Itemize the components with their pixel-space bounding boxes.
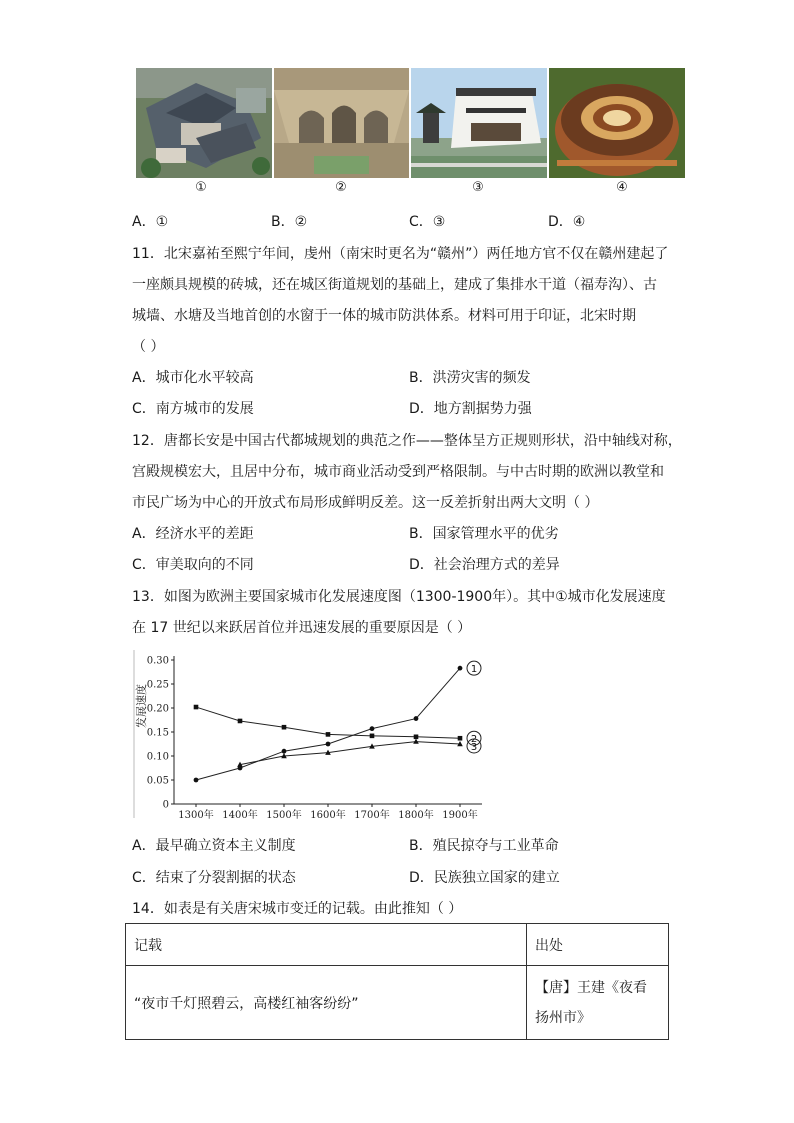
x-tick-label: 1500年 [266, 810, 302, 820]
table-header-cell: 出处 [527, 924, 669, 966]
urbanization-speed-chart [132, 648, 492, 820]
y-tick-label: 0.30 [146, 655, 169, 667]
y-tick-label: 0.20 [146, 703, 169, 715]
data-point [194, 778, 199, 783]
option-c: C．南方城市的发展 [132, 401, 254, 417]
y-axis-label: 发展速度 [135, 684, 148, 728]
x-tick-label: 1300年 [178, 810, 214, 820]
x-tick-label: 1900年 [442, 810, 478, 820]
question-11-line: （ ） [132, 339, 165, 355]
data-point [282, 725, 287, 730]
records-table [125, 923, 669, 1040]
series-label: 2② [470, 734, 478, 746]
option-d: D．民族独立国家的建立 [409, 870, 560, 886]
x-tick-label: 1800年 [398, 810, 434, 820]
x-tick-label: 1700年 [354, 810, 390, 820]
y-tick-label: 0.10 [146, 751, 169, 763]
photo-courtyard-house [136, 68, 272, 178]
image-caption: ③ [472, 180, 484, 195]
table-header-row [126, 924, 669, 966]
photo-cave-dwelling [274, 68, 409, 178]
data-point [414, 716, 419, 721]
data-point [413, 739, 419, 744]
series-line [240, 742, 460, 765]
option-b: B．国家管理水平的优劣 [409, 526, 559, 542]
image-caption: ② [335, 180, 347, 195]
x-tick-label: 1600年 [310, 810, 346, 820]
data-point [238, 719, 243, 724]
data-point [326, 742, 331, 747]
data-point [458, 736, 463, 741]
photo-tulou [549, 68, 685, 178]
option-a: A．城市化水平较高 [132, 370, 254, 386]
option-a: A．① [132, 214, 169, 230]
option-a: A．经济水平的差距 [132, 526, 254, 542]
data-point [458, 666, 463, 671]
question-11-line: 一座颇具规模的砖城，还在城区街道规划的基础上，建成了集排水干道（福寿沟）、古 [132, 277, 657, 293]
data-point [370, 734, 375, 739]
data-point [414, 735, 419, 740]
option-c: C．结束了分裂割据的状态 [132, 870, 296, 886]
table-row [126, 966, 669, 1040]
option-d: D．④ [548, 214, 586, 230]
question-13-line: 在 17 世纪以来跃居首位并迅速发展的重要原因是（ ） [132, 620, 472, 636]
series-line [196, 668, 460, 780]
question-12-line: 宫殿规模宏大，且居中分布，城市商业活动受到严格限制。与中古时期的欧洲以教堂和 [132, 464, 664, 480]
option-b: B．殖民掠夺与工业革命 [409, 838, 559, 854]
x-tick-label: 1400年 [222, 810, 258, 820]
table-cell: 【唐】王建《夜看扬州市》 [527, 966, 669, 1040]
option-c: C．审美取向的不同 [132, 557, 254, 573]
y-tick-label: 0.25 [146, 679, 169, 691]
series-label: 1① [470, 664, 478, 676]
option-d: D．地方割据势力强 [409, 401, 532, 417]
option-d: D．社会治理方式的差异 [409, 557, 560, 573]
table-cell: “夜市千灯照碧云，高楼红袖客纷纷” [126, 966, 527, 1040]
y-tick-label: 0.05 [146, 775, 169, 787]
question-14-line: 14．如表是有关唐宋城市变迁的记载。由此推知（ ） [132, 901, 463, 917]
image-caption: ① [195, 180, 207, 195]
photo-huizhou-building [411, 68, 547, 178]
series-label: 3③ [470, 742, 478, 753]
data-point [370, 726, 375, 731]
table-header-cell: 记载 [126, 924, 527, 966]
question-11-line: 11．北宋嘉祐至熙宁年间，虔州（南宋时更名为“赣州”）两任地方官不仅在赣州建起了 [132, 246, 669, 262]
question-12-line: 市民广场为中心的开放式布局形成鲜明反差。这一反差折射出两大文明（ ） [132, 495, 599, 511]
option-b: B．② [271, 214, 308, 230]
option-c: C．③ [409, 214, 446, 230]
option-a: A．最早确立资本主义制度 [132, 838, 296, 854]
data-point [282, 749, 287, 754]
y-tick-label: 0.15 [146, 727, 169, 739]
image-caption: ④ [616, 180, 628, 195]
data-point [326, 732, 331, 737]
y-tick-label: 0 [162, 799, 169, 811]
question-13-line: 13．如图为欧洲主要国家城市化发展速度图（1300-1900年）。其中①城市化发展速度 [132, 589, 666, 605]
question-12-line: 12．唐都长安是中国古代都城规划的典范之作——整体呈方正规则形状，沿中轴线对称， [132, 433, 682, 449]
data-point [194, 705, 199, 710]
option-b: B．洪涝灾害的频发 [409, 370, 531, 386]
question-11-line: 城墙、水塘及当地首创的水窗于一体的城市防洪体系。材料可用于印证，北宋时期 [132, 308, 636, 324]
